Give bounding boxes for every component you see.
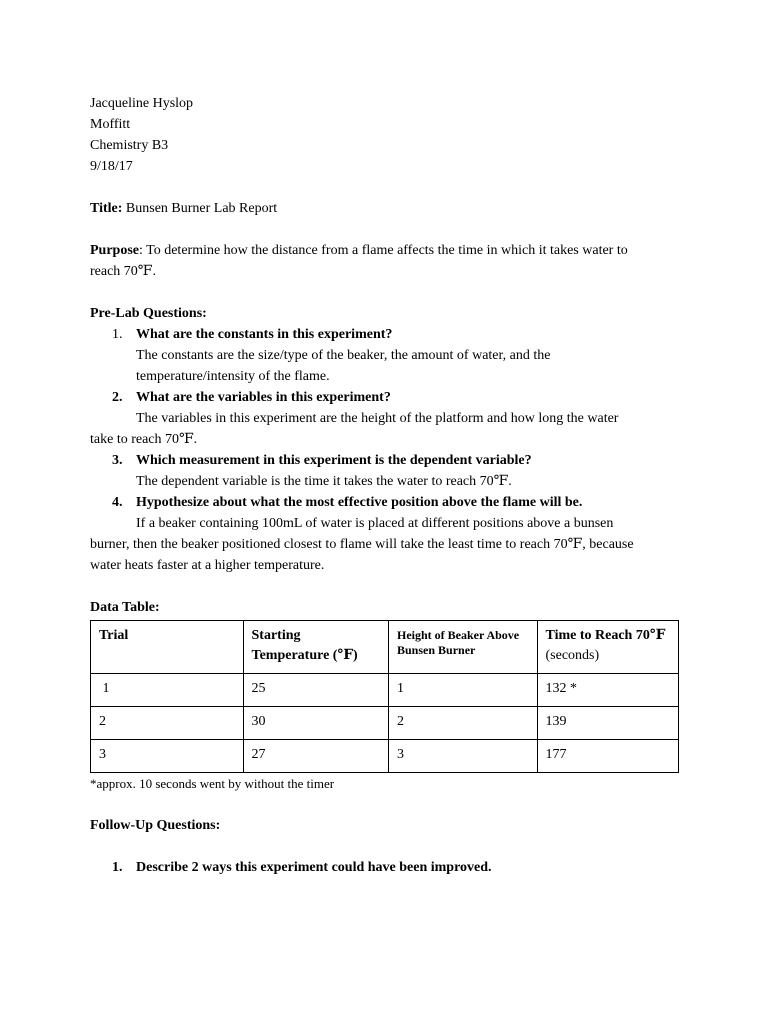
title-label: Title: — [90, 201, 123, 216]
question-number: 2. — [112, 390, 123, 405]
header-time: Time to Reach 70℉ (seconds) — [537, 621, 679, 674]
question-number: 4. — [112, 495, 123, 510]
cell-trial: 2 — [91, 707, 244, 740]
answer-text: burner, then the beaker positioned closest to flame will take the least time to reach 70℉, because — [90, 537, 634, 552]
purpose-text-2: reach 70℉. — [90, 264, 156, 279]
teacher-name: Moffitt — [90, 117, 131, 132]
answer-text: If a beaker containing 100mL of water is placed at different positions above a bunsen — [136, 516, 614, 531]
cell-time: 139 — [537, 707, 679, 740]
question-text: Describe 2 ways this experiment could have been improved. — [136, 860, 492, 875]
cell-time: 132 * — [537, 674, 679, 707]
answer-text: water heats faster at a higher temperature. — [90, 558, 325, 573]
student-name: Jacqueline Hyslop — [90, 96, 194, 111]
purpose-label: Purpose — [90, 243, 139, 258]
purpose-text-1: : To determine how the distance from a flame affects the time in which it takes water to — [139, 243, 628, 258]
question-text: Hypothesize about what the most effective position above the flame will be. — [136, 495, 583, 510]
table-footnote: *approx. 10 seconds went by without the timer — [90, 776, 335, 791]
table-row — [91, 674, 679, 707]
prelab-question-2 — [90, 387, 680, 450]
cell-height: 1 — [389, 674, 538, 707]
answer-text: The dependent variable is the time it takes the water to reach 70℉. — [136, 474, 512, 489]
header-trial: Trial — [91, 621, 244, 674]
title-text: Bunsen Burner Lab Report — [125, 201, 278, 216]
question-text: What are the constants in this experiment? — [136, 327, 393, 342]
answer-text: take to reach 70℉. — [90, 432, 198, 447]
report-date: 9/18/17 — [90, 159, 133, 174]
prelab-question-3 — [90, 450, 680, 492]
table-header-row — [91, 621, 679, 674]
question-number: 1. — [112, 327, 123, 342]
answer-text: The variables in this experiment are the height of the platform and how long the water — [136, 411, 619, 426]
cell-height: 3 — [389, 740, 538, 773]
purpose-section — [90, 240, 680, 282]
question-text: What are the variables in this experiment? — [136, 390, 391, 405]
table-row — [91, 707, 679, 740]
table-row — [91, 740, 679, 773]
data-table — [90, 620, 679, 773]
prelab-heading: Pre-Lab Questions: — [90, 306, 207, 321]
followup-section — [90, 815, 680, 878]
data-table-heading: Data Table: — [90, 600, 160, 615]
cell-start: 30 — [243, 707, 388, 740]
title-line — [90, 198, 680, 219]
cell-start: 25 — [243, 674, 388, 707]
question-text: Which measurement in this experiment is the dependent variable? — [136, 453, 532, 468]
followup-question-1 — [90, 857, 680, 878]
question-number: 1. — [112, 860, 123, 875]
data-table-section — [90, 597, 680, 794]
cell-height: 2 — [389, 707, 538, 740]
prelab-section — [90, 303, 680, 576]
prelab-question-4 — [90, 492, 680, 576]
followup-heading: Follow-Up Questions: — [90, 818, 221, 833]
cell-trial: 1 — [91, 674, 244, 707]
answer-text: The constants are the size/type of the beaker, the amount of water, and the — [136, 348, 551, 363]
cell-time: 177 — [537, 740, 679, 773]
header-height: Height of Beaker Above Bunsen Burner — [389, 621, 538, 674]
cell-trial: 3 — [91, 740, 244, 773]
answer-text: temperature/intensity of the flame. — [136, 369, 330, 384]
prelab-question-1 — [90, 324, 680, 387]
course-name: Chemistry B3 — [90, 138, 169, 153]
question-number: 3. — [112, 453, 123, 468]
document-page — [90, 93, 680, 878]
header-starting-temperature: Starting Temperature (℉) — [243, 621, 388, 674]
student-header — [90, 93, 680, 177]
cell-start: 27 — [243, 740, 388, 773]
